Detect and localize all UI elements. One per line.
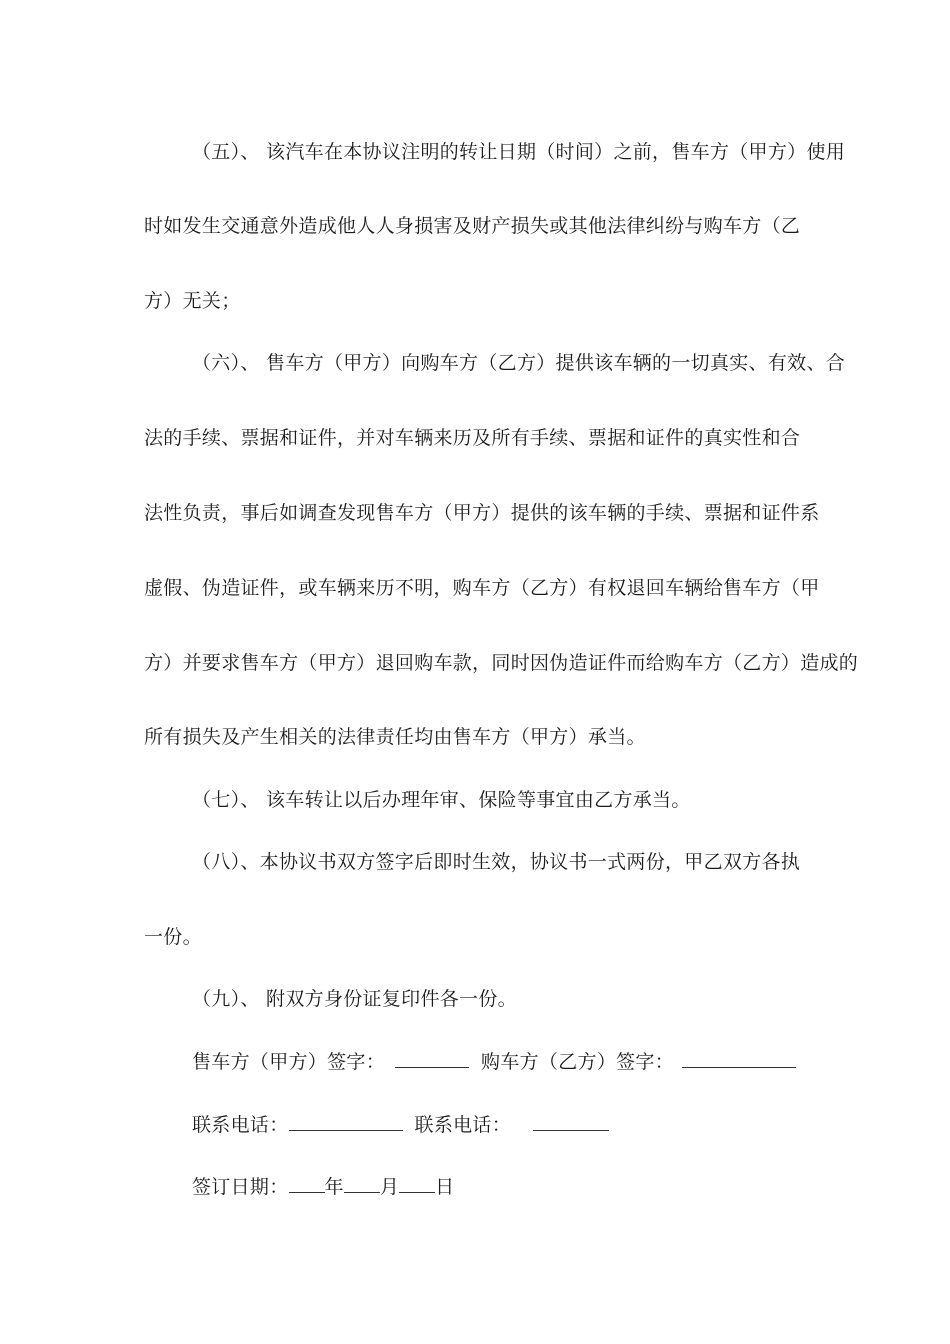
clause-5-line-1: （五）、 该汽车在本协议注明的转让日期（时间）之前，售车方（甲方）使用 [192, 141, 846, 163]
seller-phone-label: 联系电话： [192, 1114, 289, 1136]
phone-row [192, 1110, 609, 1139]
year-label: 年 [324, 1176, 344, 1198]
month-label: 月 [379, 1176, 400, 1198]
clause-8-line-1: （八）、本协议书双方签字后即时生效，协议书一式两份，甲乙双方各执 [192, 851, 801, 873]
seller-phone-blank [289, 1110, 403, 1131]
day-blank [399, 1172, 435, 1193]
clause-5-line-2: 时如发生交通意外造成他人人身损害及财产损失或其他法律纠纷与购车方（乙 [144, 215, 801, 237]
buyer-phone-label: 联系电话： [414, 1114, 512, 1136]
clause-8-line-2: 一份。 [144, 926, 202, 948]
clause-6-line-4: 虚假、伪造证件，或车辆来历不明，购车方（乙方）有权退回车辆给售车方（甲 [144, 577, 820, 599]
seller-signature-blank [395, 1047, 469, 1068]
clause-6-line-5: 方）并要求售车方（甲方）退回购车款，同时因伪造证件而给购车方（乙方）造成的 [144, 652, 859, 674]
seller-signature-label: 售车方（甲方）签字： [192, 1051, 386, 1073]
clause-9-line-1: （九）、 附双方身份证复印件各一份。 [192, 988, 517, 1010]
buyer-signature-blank [682, 1047, 796, 1068]
clause-6-line-1: （六）、 售车方（甲方）向购车方（乙方）提供该车辆的一切真实、有效、合 [192, 352, 846, 374]
signature-row [192, 1047, 796, 1076]
buyer-signature-label: 购车方（乙方）签字： [481, 1051, 675, 1073]
date-row [192, 1172, 454, 1201]
day-label: 日 [435, 1176, 455, 1198]
buyer-phone-blank [533, 1110, 609, 1131]
month-blank [344, 1172, 380, 1193]
date-label: 签订日期： [192, 1176, 289, 1198]
year-blank [289, 1172, 325, 1193]
clause-5-line-3: 方）无关； [144, 290, 241, 312]
clause-7-line-1: （七）、 该车转让以后办理年审、保险等事宜由乙方承当。 [192, 789, 691, 811]
clause-6-line-3: 法性负责，事后如调查发现售车方（甲方）提供的该车辆的手续、票据和证件系 [144, 502, 820, 524]
clause-6-line-6: 所有损失及产生相关的法律责任均由售车方（甲方）承当。 [144, 726, 646, 748]
clause-6-line-2: 法的手续、票据和证件，并对车辆来历及所有手续、票据和证件的真实性和合 [144, 427, 801, 449]
